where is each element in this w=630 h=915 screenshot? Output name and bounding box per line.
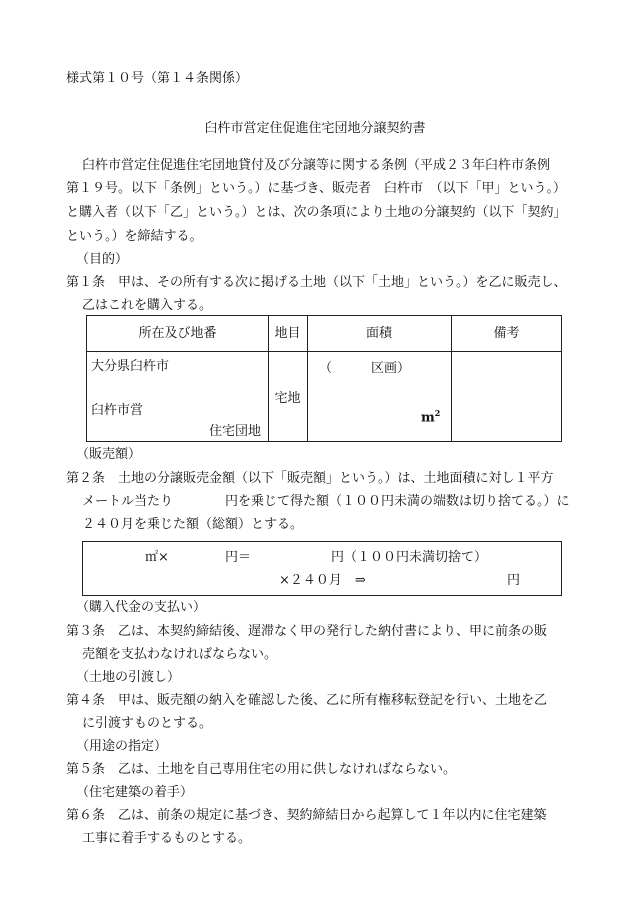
article-6-line: 工事に着手するものとする。 (82, 831, 252, 846)
price-box-unit-price: 円＝ (225, 550, 252, 565)
article-caption: （土地の引渡し） (76, 670, 181, 685)
land-category-value: 宅地 (274, 391, 301, 406)
article-3-line: 第３条 乙は、本契約締結後、遅滞なく甲の発行した納付書により、甲に前条の販 (66, 624, 548, 639)
article-3-line: 売額を支払わなければならない。 (82, 647, 278, 662)
location-housing-complex: 住宅団地 (209, 424, 262, 439)
article-caption: （販売額） (76, 447, 142, 462)
article-6-line: 第６条 乙は、前条の規定に基づき、契約締結日から起算して１年以内に住宅建築 (66, 808, 547, 823)
table-header-category: 地目 (274, 326, 301, 341)
article-4-line: に引渡すものとする。 (82, 716, 213, 731)
table-header-remarks: 備考 (493, 326, 520, 341)
preamble-line: 第１９号。以下「条例」という。）に基づき、販売者 臼杵市 （以下「甲」という。） (66, 181, 566, 196)
article-1-line: 第１条 甲は、その所有する次に掲げる土地（以下「土地」という。）を乙に販売し、 (66, 275, 567, 290)
price-box-rounded: 円（１００円未満切捨て） (331, 550, 488, 565)
price-calculation-box (82, 541, 562, 596)
area-unit: $m^2$ (421, 408, 441, 426)
location-prefecture: 大分県臼杵市 (91, 359, 170, 374)
area-parcel-field: （ 区画） (319, 361, 411, 376)
article-caption: （購入代金の支払い） (76, 600, 207, 615)
article-caption: （用途の指定） (76, 739, 168, 754)
article-caption: （住宅建築の着手） (76, 785, 194, 800)
preamble-line: という。）を締結する。 (66, 229, 203, 244)
article-caption: （目的） (76, 252, 129, 267)
article-2-line: 第２条 土地の分譲販売金額（以下「販売額」という。）は、土地面積に対し１平方 (66, 471, 554, 486)
land-table (86, 315, 562, 442)
preamble-line: と購入者（以下「乙」という。）とは、次の条項により土地の分譲契約（以下「契約」 (66, 205, 567, 220)
price-box-total: 円 (507, 573, 521, 588)
form-number: 様式第１０号（第１４条関係） (66, 71, 249, 86)
table-header-area: 面積 (365, 326, 392, 341)
article-5-line: 第５条 乙は、土地を自己専用住宅の用に供しなければならない。 (66, 762, 457, 777)
article-2-line: メートル当たり 円を乗じて得た額（１００円未満の端数は切り捨てる。）に (82, 494, 570, 509)
preamble-line: 臼杵市営定住促進住宅団地貸付及び分譲等に関する条例（平成２３年臼杵市条例 (82, 158, 551, 173)
document-title: 臼杵市営定住促進住宅団地分譲契約書 (204, 121, 426, 136)
article-4-line: 第４条 甲は、販売額の納入を確認した後、乙に所有権移転登記を行い、土地を乙 (66, 693, 548, 708)
article-1-line: 乙はこれを購入する。 (82, 298, 213, 313)
price-box-area: ㎡× (145, 550, 169, 565)
location-municipal: 臼杵市営 (91, 403, 144, 418)
table-header-location: 所在及び地番 (138, 326, 217, 341)
article-2-line: ２４０月を乗じた額（総額）とする。 (82, 517, 304, 532)
price-box-months: ×２４０月 ⇒ (279, 573, 366, 588)
